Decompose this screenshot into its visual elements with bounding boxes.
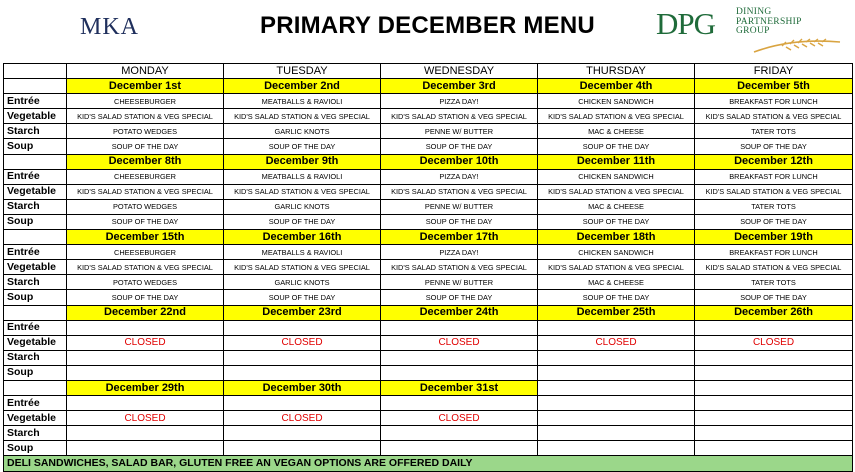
date-cell: December 17th [381, 230, 538, 245]
soup-item: SOUP OF THE DAY [695, 139, 853, 154]
soup-row [4, 441, 853, 456]
empty-cell [381, 396, 538, 411]
entree-item: CHICKEN SANDWICH [538, 169, 695, 184]
dpg-logo-subtitle [736, 8, 802, 37]
empty-cell [67, 396, 224, 411]
starch-item: TATER TOTS [695, 199, 853, 214]
starch-item: GARLIC KNOTS [224, 124, 381, 139]
soup-item: SOUP OF THE DAY [67, 214, 224, 229]
day-header: MONDAY [67, 64, 224, 79]
entree-item: BREAKFAST FOR LUNCH [695, 169, 853, 184]
entree-item: BREAKFAST FOR LUNCH [695, 94, 853, 109]
date-cell: December 24th [381, 305, 538, 320]
vegetable-row [4, 260, 853, 275]
soup-item: SOUP OF THE DAY [538, 214, 695, 229]
soup-label: Soup [4, 214, 67, 229]
menu-table [3, 63, 853, 472]
entree-item: BREAKFAST FOR LUNCH [695, 245, 853, 260]
soup-item: SOUP OF THE DAY [381, 139, 538, 154]
vegetable-label: Vegetable [4, 411, 67, 426]
date-cell: December 5th [695, 79, 853, 94]
soup-item: SOUP OF THE DAY [381, 290, 538, 305]
date-cell: December 29th [67, 380, 224, 395]
date-cell: December 19th [695, 230, 853, 245]
soup-item: SOUP OF THE DAY [381, 214, 538, 229]
empty-cell [695, 441, 853, 456]
vegetable-label: Vegetable [4, 260, 67, 275]
starch-item: POTATO WEDGES [67, 124, 224, 139]
starch-label: Starch [4, 426, 67, 441]
date-cell: December 18th [538, 230, 695, 245]
closed-label: CLOSED [381, 335, 538, 350]
starch-item: PENNE W/ BUTTER [381, 275, 538, 290]
date-cell: December 25th [538, 305, 695, 320]
date-cell: December 11th [538, 154, 695, 169]
date-row [4, 154, 853, 169]
date-cell: December 26th [695, 305, 853, 320]
closed-label: CLOSED [67, 335, 224, 350]
date-cell: December 12th [695, 154, 853, 169]
starch-row [4, 199, 853, 214]
empty-cell [67, 365, 224, 380]
soup-item: SOUP OF THE DAY [695, 214, 853, 229]
entree-item: CHEESEBURGER [67, 169, 224, 184]
empty-cell [224, 320, 381, 335]
vegetable-item: KID'S SALAD STATION & VEG SPECIAL [695, 184, 853, 199]
page-header [0, 0, 855, 63]
empty-cell [695, 320, 853, 335]
vegetable-item: KID'S SALAD STATION & VEG SPECIAL [538, 109, 695, 124]
vegetable-item: KID'S SALAD STATION & VEG SPECIAL [538, 260, 695, 275]
vegetable-row [4, 184, 853, 199]
date-cell: December 1st [67, 79, 224, 94]
soup-item: SOUP OF THE DAY [67, 290, 224, 305]
dpg-logo-line-2: PARTNERSHIP [736, 16, 802, 27]
dpg-logo-line-1: DINING [736, 7, 772, 17]
soup-label: Soup [4, 365, 67, 380]
vegetable-item: KID'S SALAD STATION & VEG SPECIAL [695, 109, 853, 124]
date-cell [538, 380, 695, 395]
date-cell: December 9th [224, 154, 381, 169]
soup-item: SOUP OF THE DAY [67, 139, 224, 154]
empty-cell [67, 426, 224, 441]
vegetable-item: KID'S SALAD STATION & VEG SPECIAL [224, 184, 381, 199]
date-row [4, 305, 853, 320]
vegetable-item: KID'S SALAD STATION & VEG SPECIAL [381, 260, 538, 275]
mka-logo: MKA [80, 14, 140, 40]
starch-label: Starch [4, 275, 67, 290]
soup-label: Soup [4, 139, 67, 154]
day-header-row [4, 64, 853, 79]
soup-item: SOUP OF THE DAY [538, 139, 695, 154]
entree-label: Entrée [4, 245, 67, 260]
entree-row [4, 320, 853, 335]
closed-label [695, 411, 853, 426]
entree-item: CHEESEBURGER [67, 94, 224, 109]
soup-item: SOUP OF THE DAY [224, 290, 381, 305]
entree-label: Entrée [4, 169, 67, 184]
entree-label: Entrée [4, 396, 67, 411]
empty-cell [224, 441, 381, 456]
vegetable-item: KID'S SALAD STATION & VEG SPECIAL [381, 184, 538, 199]
soup-item: SOUP OF THE DAY [224, 214, 381, 229]
starch-item: GARLIC KNOTS [224, 199, 381, 214]
empty-cell [381, 365, 538, 380]
empty-cell [538, 320, 695, 335]
starch-row [4, 350, 853, 365]
date-cell [695, 380, 853, 395]
soup-label: Soup [4, 290, 67, 305]
date-row-label [4, 305, 67, 320]
date-cell: December 10th [381, 154, 538, 169]
empty-cell [381, 350, 538, 365]
day-header: TUESDAY [224, 64, 381, 79]
empty-cell [695, 365, 853, 380]
empty-cell [224, 350, 381, 365]
starch-label: Starch [4, 350, 67, 365]
soup-item: SOUP OF THE DAY [695, 290, 853, 305]
closed-label: CLOSED [381, 411, 538, 426]
date-row-label [4, 230, 67, 245]
closed-label: CLOSED [224, 411, 381, 426]
entree-item: MEATBALLS & RAVIOLI [224, 169, 381, 184]
empty-cell [695, 396, 853, 411]
date-row [4, 230, 853, 245]
empty-cell [381, 426, 538, 441]
empty-cell [67, 320, 224, 335]
vegetable-row [4, 335, 853, 350]
date-cell: December 2nd [224, 79, 381, 94]
entree-row [4, 245, 853, 260]
closed-label [538, 411, 695, 426]
dpg-logo [656, 6, 846, 58]
empty-cell [224, 365, 381, 380]
starch-item: MAC & CHEESE [538, 199, 695, 214]
empty-cell [224, 426, 381, 441]
vegetable-item: KID'S SALAD STATION & VEG SPECIAL [381, 109, 538, 124]
vegetable-label: Vegetable [4, 109, 67, 124]
entree-item: CHICKEN SANDWICH [538, 94, 695, 109]
closed-label: CLOSED [67, 411, 224, 426]
soup-label: Soup [4, 441, 67, 456]
soup-item: SOUP OF THE DAY [538, 290, 695, 305]
date-cell: December 3rd [381, 79, 538, 94]
empty-cell [381, 320, 538, 335]
closed-label: CLOSED [538, 335, 695, 350]
date-row [4, 79, 853, 94]
vegetable-item: KID'S SALAD STATION & VEG SPECIAL [67, 184, 224, 199]
soup-row [4, 139, 853, 154]
date-row-label [4, 154, 67, 169]
vegetable-label: Vegetable [4, 335, 67, 350]
empty-cell [695, 350, 853, 365]
day-header: THURSDAY [538, 64, 695, 79]
entree-item: CHEESEBURGER [67, 245, 224, 260]
date-cell: December 16th [224, 230, 381, 245]
starch-row [4, 124, 853, 139]
entree-row [4, 396, 853, 411]
starch-item: POTATO WEDGES [67, 199, 224, 214]
date-row-label [4, 79, 67, 94]
page-title: PRIMARY DECEMBER MENU [260, 12, 595, 39]
vegetable-item: KID'S SALAD STATION & VEG SPECIAL [695, 260, 853, 275]
date-cell: December 23rd [224, 305, 381, 320]
empty-cell [224, 396, 381, 411]
starch-item: GARLIC KNOTS [224, 275, 381, 290]
starch-item: PENNE W/ BUTTER [381, 124, 538, 139]
date-cell: December 4th [538, 79, 695, 94]
entree-item: PIZZA DAY! [381, 94, 538, 109]
date-cell: December 31st [381, 380, 538, 395]
day-header: WEDNESDAY [381, 64, 538, 79]
entree-label: Entrée [4, 320, 67, 335]
date-row [4, 380, 853, 395]
vegetable-item: KID'S SALAD STATION & VEG SPECIAL [67, 109, 224, 124]
closed-label: CLOSED [695, 335, 853, 350]
empty-cell [67, 441, 224, 456]
starch-item: MAC & CHEESE [538, 124, 695, 139]
empty-cell [538, 441, 695, 456]
vegetable-item: KID'S SALAD STATION & VEG SPECIAL [224, 260, 381, 275]
starch-row [4, 426, 853, 441]
empty-cell [538, 426, 695, 441]
wheat-icon [752, 36, 842, 56]
starch-label: Starch [4, 124, 67, 139]
empty-cell [538, 350, 695, 365]
vegetable-row [4, 411, 853, 426]
entree-item: MEATBALLS & RAVIOLI [224, 245, 381, 260]
entree-item: PIZZA DAY! [381, 245, 538, 260]
date-cell: December 8th [67, 154, 224, 169]
starch-row [4, 275, 853, 290]
starch-item: PENNE W/ BUTTER [381, 199, 538, 214]
date-cell: December 22nd [67, 305, 224, 320]
entree-item: CHICKEN SANDWICH [538, 245, 695, 260]
vegetable-item: KID'S SALAD STATION & VEG SPECIAL [224, 109, 381, 124]
empty-cell [538, 396, 695, 411]
day-header: FRIDAY [695, 64, 853, 79]
entree-item: MEATBALLS & RAVIOLI [224, 94, 381, 109]
empty-cell [381, 441, 538, 456]
vegetable-item: KID'S SALAD STATION & VEG SPECIAL [67, 260, 224, 275]
footer-note: DELI SANDWICHES, SALAD BAR, GLUTEN FREE AN VEGAN OPTIONS ARE OFFERED DAILY [4, 456, 853, 472]
starch-item: POTATO WEDGES [67, 275, 224, 290]
empty-cell [538, 365, 695, 380]
soup-item: SOUP OF THE DAY [224, 139, 381, 154]
soup-row [4, 214, 853, 229]
soup-row [4, 290, 853, 305]
empty-cell [67, 350, 224, 365]
dpg-logo-line-3: GROUP [736, 26, 770, 36]
soup-row [4, 365, 853, 380]
entree-row [4, 169, 853, 184]
vegetable-row [4, 109, 853, 124]
entree-label: Entrée [4, 94, 67, 109]
vegetable-label: Vegetable [4, 184, 67, 199]
starch-item: TATER TOTS [695, 124, 853, 139]
starch-item: MAC & CHEESE [538, 275, 695, 290]
entree-item: PIZZA DAY! [381, 169, 538, 184]
date-row-label [4, 380, 67, 395]
corner-cell [4, 64, 67, 79]
starch-item: TATER TOTS [695, 275, 853, 290]
starch-label: Starch [4, 199, 67, 214]
date-cell: December 30th [224, 380, 381, 395]
empty-cell [695, 426, 853, 441]
date-cell: December 15th [67, 230, 224, 245]
entree-row [4, 94, 853, 109]
dpg-logo-letters: DPG [656, 6, 716, 41]
vegetable-item: KID'S SALAD STATION & VEG SPECIAL [538, 184, 695, 199]
closed-label: CLOSED [224, 335, 381, 350]
